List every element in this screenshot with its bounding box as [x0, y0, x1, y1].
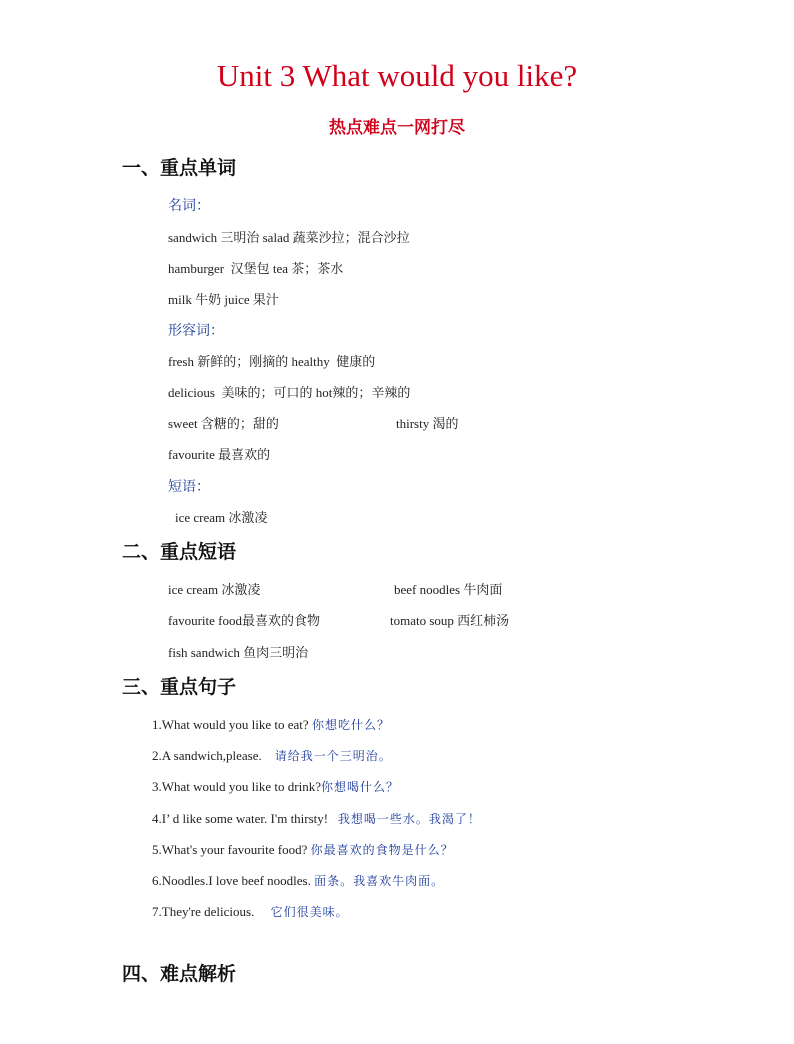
phrase-zh: 冰激凌 [221, 583, 261, 598]
page-subtitle: 热点难点一网打尽 [329, 118, 465, 138]
vocab-row [168, 259, 343, 280]
section-heading-1: 一、重点单词 [122, 157, 237, 179]
phrase-row [390, 611, 509, 632]
word-en: thirsty [396, 416, 430, 431]
sentence-row [152, 715, 390, 735]
vocab-row [168, 383, 410, 404]
vocab-row [168, 290, 279, 311]
sentence-row [152, 902, 349, 922]
sentence-en: 6.Noodles.I love beef noodles. [152, 873, 311, 888]
word-zh: 健康的 [336, 355, 376, 370]
word-zh: 冰激凌 [228, 511, 268, 526]
word-en: hot [315, 385, 333, 400]
sentence-zh: 我想喝一些水。我渴了！ [337, 812, 481, 826]
label-phrases: 短语： [168, 479, 210, 495]
phrase-row [394, 580, 502, 601]
phrase-zh: 牛肉面 [463, 583, 503, 598]
sentence-row [152, 809, 481, 829]
sentence-row [152, 746, 392, 766]
word-zh: 渴的 [432, 417, 459, 432]
section-heading-3: 三、重点句子 [122, 676, 237, 698]
vocab-row [168, 352, 375, 373]
sentence-en: 1.What would you like to eat? [152, 717, 309, 732]
phrase-zh: 鱼肉三明治 [243, 646, 309, 661]
sentence-zh: 你想吃什么？ [311, 718, 390, 732]
word-en: juice [224, 292, 250, 307]
phrase-zh: 西红柿汤 [457, 614, 510, 629]
sentence-zh: 请给我一个三明治。 [274, 749, 392, 763]
vocab-row [168, 228, 410, 249]
word-en: fresh [168, 354, 194, 369]
word-en: milk [168, 292, 192, 307]
word-zh: 牛奶 [195, 293, 222, 308]
vocab-row [168, 445, 270, 466]
sentence-en: 4.I’ d like some water. I'm thirsty! [152, 811, 329, 826]
word-en: salad [262, 230, 290, 245]
sentence-zh: 面条。我喜欢牛肉面。 [314, 874, 445, 888]
section-heading-4: 四、难点解析 [122, 963, 237, 985]
sentence-row [152, 871, 444, 891]
vocab-row [396, 414, 459, 435]
phrase-row [168, 611, 320, 632]
word-en: hamburger [168, 261, 225, 276]
section-heading-2: 二、重点短语 [122, 541, 237, 563]
sentence-row [152, 777, 399, 797]
word-zh: 美味的；可口的 [221, 386, 313, 401]
word-en: delicious [168, 385, 215, 400]
phrase-en: favourite food [168, 613, 243, 628]
word-zh: 茶；茶水 [291, 262, 344, 277]
label-adjectives: 形容词： [168, 323, 224, 339]
page-title: Unit 3 What would you like? [216, 58, 578, 93]
word-zh: 最喜欢的 [218, 448, 271, 463]
sentence-en: 2.A sandwich,please. [152, 748, 262, 763]
word-zh: 蔬菜沙拉；混合沙拉 [292, 231, 410, 246]
sentence-en: 5.What's your favourite food? [152, 842, 308, 857]
word-en: ice cream [175, 510, 226, 525]
phrase-en: beef noodles [394, 582, 461, 597]
word-zh: 辣的；辛辣的 [332, 386, 411, 401]
word-en: healthy [291, 354, 330, 369]
phrase-zh: 最喜欢的食物 [242, 614, 321, 629]
word-zh: 新鲜的；刚摘的 [197, 355, 289, 370]
word-en: sweet [168, 416, 198, 431]
word-en: sandwich [168, 230, 218, 245]
phrase-row [168, 580, 260, 601]
phrase-en: ice cream [168, 582, 219, 597]
word-zh: 汉堡包 [230, 262, 270, 277]
sentence-row [152, 840, 454, 860]
word-en: favourite [168, 447, 215, 462]
sentence-en: 3.What would you like to drink? [152, 779, 321, 794]
sentence-zh: 它们很美味。 [270, 905, 349, 919]
vocab-row [175, 508, 267, 529]
phrase-en: fish sandwich [168, 645, 240, 660]
sentence-zh: 你想喝什么？ [320, 780, 399, 794]
vocab-row [168, 414, 279, 435]
sentence-zh: 你最喜欢的食物是什么？ [310, 843, 454, 857]
phrase-en: tomato soup [390, 613, 454, 628]
word-zh: 含糖的；甜的 [200, 417, 279, 432]
sentence-en: 7.They're delicious. [152, 904, 255, 919]
word-en: tea [272, 261, 288, 276]
phrase-row [168, 643, 308, 664]
word-zh: 三明治 [220, 231, 260, 246]
label-nouns: 名词： [168, 198, 210, 214]
word-zh: 果汁 [252, 293, 279, 308]
